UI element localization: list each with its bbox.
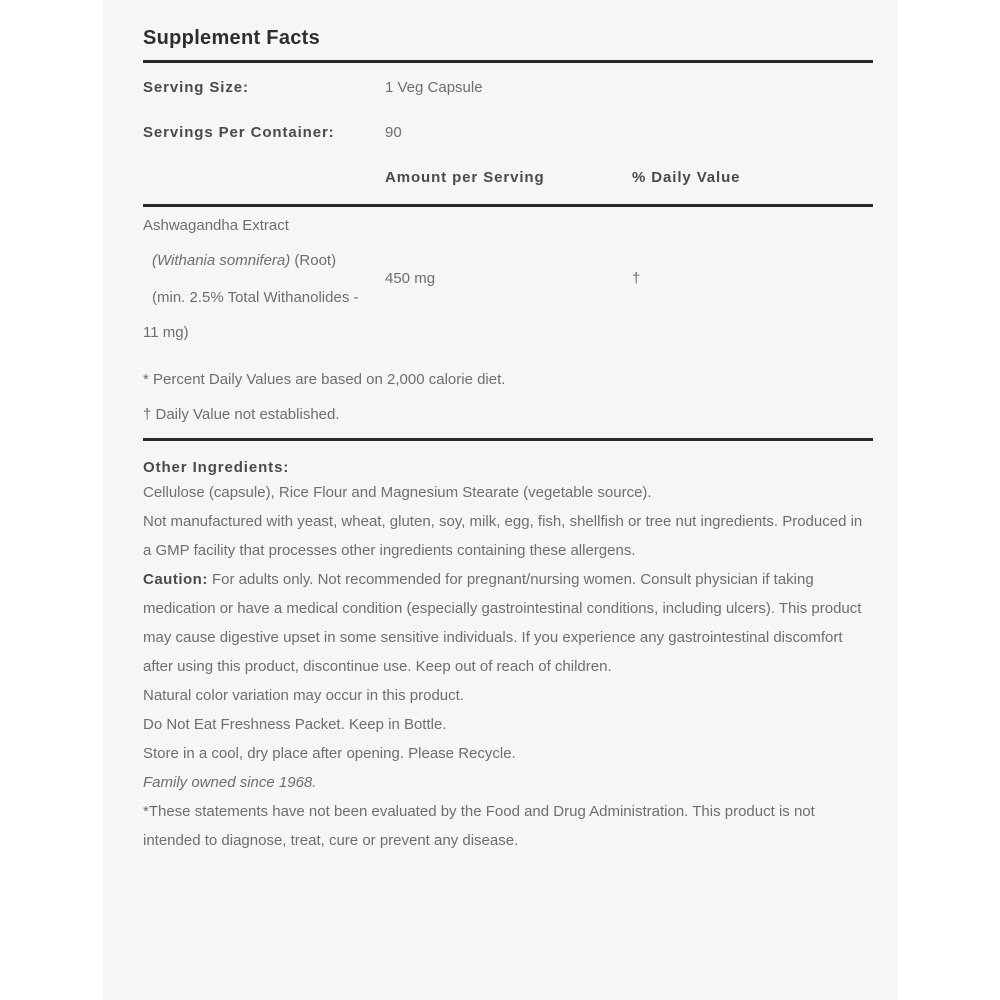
ingredient-daily-value-dagger: †: [632, 270, 641, 287]
servings-spacer: [632, 123, 873, 143]
supplement-facts-panel: [103, 0, 898, 1000]
servings-per-container-row: [143, 123, 873, 143]
panel-content: [103, 0, 898, 855]
servings-per-container-label: Servings Per Container:: [143, 124, 335, 141]
divider-footnotes: [143, 438, 873, 441]
color-variation-note: Natural color variation may occur in this product.: [143, 687, 464, 704]
ingredient-row: [143, 207, 873, 360]
serving-size-spacer: [632, 78, 873, 98]
percent-daily-value-footnote: * Percent Daily Values are based on 2,000 calorie diet.: [143, 371, 506, 388]
divider-top: [143, 60, 873, 63]
daily-value-not-established-footnote: † Daily Value not established.: [143, 406, 340, 423]
fda-disclaimer: *These statements have not been evaluated by the Food and Drug Administration. This product is not intended to diagnose, treat, cure or prevent any disease.: [143, 803, 815, 849]
serving-size-row: [143, 78, 873, 98]
column-headers-row: [143, 168, 873, 188]
caution-label: Caution:: [143, 571, 208, 588]
serving-size-value: 1 Veg Capsule: [385, 79, 483, 96]
storage-note: Store in a cool, dry place after opening. Please Recycle.: [143, 745, 516, 762]
serving-size-label: Serving Size:: [143, 79, 249, 96]
ingredient-detail-line2: 11 mg): [143, 324, 189, 341]
other-ingredients-text: Cellulose (capsule), Rice Flour and Magnesium Stearate (vegetable source).: [143, 484, 652, 501]
ingredient-detail-line1: (min. 2.5% Total Withanolides -: [152, 289, 359, 306]
daily-value-header: % Daily Value: [632, 169, 741, 186]
freshness-packet-note: Do Not Eat Freshness Packet. Keep in Bottle.: [143, 716, 447, 733]
latin-binomial: (Withania somnifera): [152, 252, 291, 269]
ingredient-name: Ashwagandha Extract: [143, 217, 289, 234]
ingredient-latin-name: [152, 252, 336, 270]
empty-header-cell: [143, 168, 385, 188]
allergen-statement: Not manufactured with yeast, wheat, gluten, soy, milk, egg, fish, shellfish or tree nut ingredients. Produced in a GMP facility that processes other ingredients containing these allergens.: [143, 513, 863, 559]
family-owned-note: Family owned since 1968.: [143, 774, 317, 791]
panel-title: Supplement Facts: [143, 27, 321, 49]
other-ingredients-label: Other Ingredients:: [143, 459, 290, 476]
caution-paragraph: [143, 565, 873, 681]
amount-per-serving-header: Amount per Serving: [385, 169, 545, 186]
latin-plant-part: (Root): [290, 252, 337, 269]
caution-text: For adults only. Not recommended for pregnant/nursing women. Consult physician if taking medication or have a medical condition (especially gastrointestinal conditions, including ulcers). This product may cause digestive upset in some sensitive individuals. If you experience any gastrointestinal discomfort after using this product, discontinue use. Keep out of reach of children.: [143, 571, 862, 675]
servings-per-container-value: 90: [385, 124, 402, 141]
ingredient-amount: 450 mg: [385, 270, 436, 287]
